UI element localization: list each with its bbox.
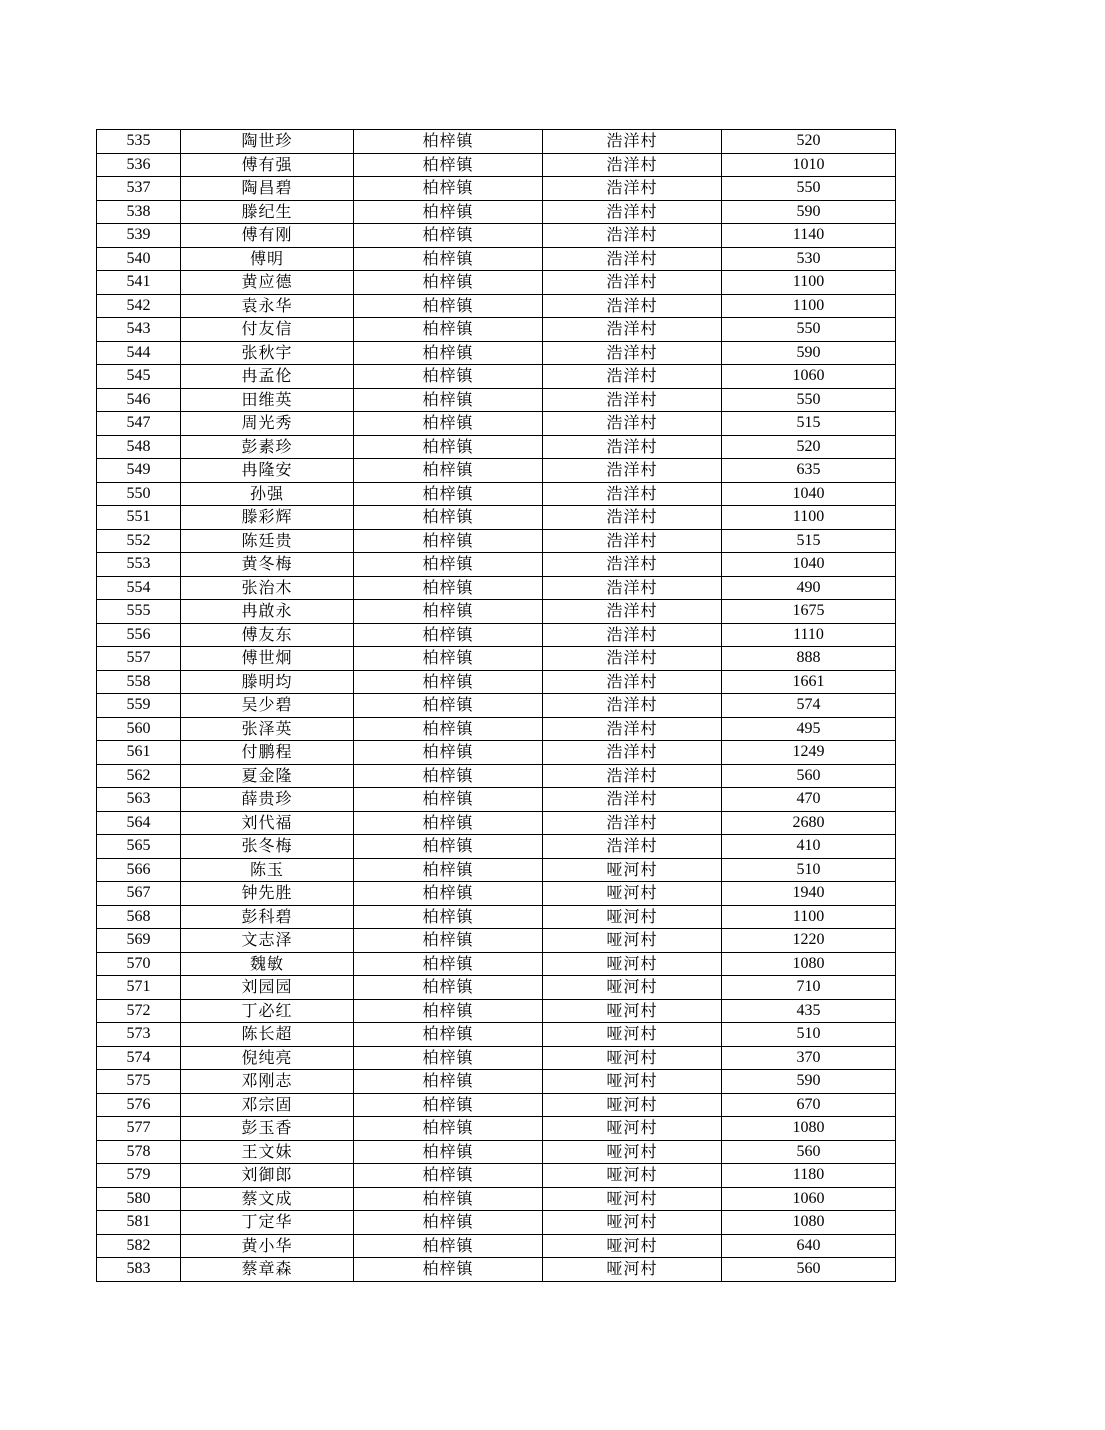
village-cell: 浩洋村 bbox=[543, 741, 722, 765]
amount-cell: 1140 bbox=[722, 224, 896, 248]
town-cell: 柏梓镇 bbox=[354, 130, 543, 154]
town-cell: 柏梓镇 bbox=[354, 999, 543, 1023]
row-number-cell: 568 bbox=[97, 905, 181, 929]
row-number-cell: 538 bbox=[97, 200, 181, 224]
amount-cell: 515 bbox=[722, 412, 896, 436]
row-number-cell: 578 bbox=[97, 1140, 181, 1164]
town-cell: 柏梓镇 bbox=[354, 600, 543, 624]
person-name-cell: 丁必红 bbox=[181, 999, 354, 1023]
town-cell: 柏梓镇 bbox=[354, 1117, 543, 1141]
town-cell: 柏梓镇 bbox=[354, 294, 543, 318]
amount-cell: 510 bbox=[722, 1023, 896, 1047]
amount-cell: 1100 bbox=[722, 294, 896, 318]
amount-cell: 1040 bbox=[722, 553, 896, 577]
amount-cell: 495 bbox=[722, 717, 896, 741]
village-cell: 浩洋村 bbox=[543, 294, 722, 318]
town-cell: 柏梓镇 bbox=[354, 153, 543, 177]
person-name-cell: 周光秀 bbox=[181, 412, 354, 436]
amount-cell: 1220 bbox=[722, 929, 896, 953]
amount-cell: 590 bbox=[722, 341, 896, 365]
amount-cell: 1010 bbox=[722, 153, 896, 177]
amount-cell: 560 bbox=[722, 1258, 896, 1282]
town-cell: 柏梓镇 bbox=[354, 835, 543, 859]
row-number-cell: 544 bbox=[97, 341, 181, 365]
village-cell: 哑河村 bbox=[543, 1023, 722, 1047]
row-number-cell: 558 bbox=[97, 670, 181, 694]
row-number-cell: 564 bbox=[97, 811, 181, 835]
table-row bbox=[97, 976, 896, 1000]
person-name-cell: 钟先胜 bbox=[181, 882, 354, 906]
town-cell: 柏梓镇 bbox=[354, 1023, 543, 1047]
person-name-cell: 刘御郎 bbox=[181, 1164, 354, 1188]
table-row bbox=[97, 294, 896, 318]
village-cell: 哑河村 bbox=[543, 929, 722, 953]
person-name-cell: 付鹏程 bbox=[181, 741, 354, 765]
town-cell: 柏梓镇 bbox=[354, 1211, 543, 1235]
town-cell: 柏梓镇 bbox=[354, 905, 543, 929]
town-cell: 柏梓镇 bbox=[354, 670, 543, 694]
table-row bbox=[97, 482, 896, 506]
amount-cell: 1661 bbox=[722, 670, 896, 694]
row-number-cell: 570 bbox=[97, 952, 181, 976]
amount-cell: 574 bbox=[722, 694, 896, 718]
town-cell: 柏梓镇 bbox=[354, 247, 543, 271]
table-row bbox=[97, 1234, 896, 1258]
table-row bbox=[97, 318, 896, 342]
roster-table bbox=[96, 129, 896, 1282]
row-number-cell: 574 bbox=[97, 1046, 181, 1070]
person-name-cell: 魏敏 bbox=[181, 952, 354, 976]
row-number-cell: 582 bbox=[97, 1234, 181, 1258]
village-cell: 浩洋村 bbox=[543, 623, 722, 647]
row-number-cell: 559 bbox=[97, 694, 181, 718]
row-number-cell: 580 bbox=[97, 1187, 181, 1211]
town-cell: 柏梓镇 bbox=[354, 200, 543, 224]
town-cell: 柏梓镇 bbox=[354, 623, 543, 647]
table-row bbox=[97, 200, 896, 224]
person-name-cell: 滕彩辉 bbox=[181, 506, 354, 530]
row-number-cell: 572 bbox=[97, 999, 181, 1023]
table-row bbox=[97, 1093, 896, 1117]
amount-cell: 1040 bbox=[722, 482, 896, 506]
person-name-cell: 陈长超 bbox=[181, 1023, 354, 1047]
person-name-cell: 刘园园 bbox=[181, 976, 354, 1000]
person-name-cell: 滕纪生 bbox=[181, 200, 354, 224]
person-name-cell: 袁永华 bbox=[181, 294, 354, 318]
row-number-cell: 541 bbox=[97, 271, 181, 295]
person-name-cell: 付友信 bbox=[181, 318, 354, 342]
table-row bbox=[97, 647, 896, 671]
amount-cell: 1180 bbox=[722, 1164, 896, 1188]
table-row bbox=[97, 929, 896, 953]
town-cell: 柏梓镇 bbox=[354, 224, 543, 248]
person-name-cell: 孙强 bbox=[181, 482, 354, 506]
table-row bbox=[97, 1140, 896, 1164]
table-row bbox=[97, 459, 896, 483]
village-cell: 浩洋村 bbox=[543, 200, 722, 224]
village-cell: 浩洋村 bbox=[543, 647, 722, 671]
person-name-cell: 黄应德 bbox=[181, 271, 354, 295]
table-row bbox=[97, 553, 896, 577]
row-number-cell: 581 bbox=[97, 1211, 181, 1235]
town-cell: 柏梓镇 bbox=[354, 1258, 543, 1282]
person-name-cell: 夏金隆 bbox=[181, 764, 354, 788]
town-cell: 柏梓镇 bbox=[354, 788, 543, 812]
roster-table-body bbox=[97, 130, 896, 1282]
town-cell: 柏梓镇 bbox=[354, 412, 543, 436]
person-name-cell: 吴少碧 bbox=[181, 694, 354, 718]
row-number-cell: 550 bbox=[97, 482, 181, 506]
town-cell: 柏梓镇 bbox=[354, 459, 543, 483]
row-number-cell: 535 bbox=[97, 130, 181, 154]
person-name-cell: 张治木 bbox=[181, 576, 354, 600]
table-row bbox=[97, 741, 896, 765]
table-row bbox=[97, 1070, 896, 1094]
amount-cell: 1100 bbox=[722, 271, 896, 295]
village-cell: 哑河村 bbox=[543, 952, 722, 976]
table-row bbox=[97, 435, 896, 459]
person-name-cell: 冉孟伦 bbox=[181, 365, 354, 389]
person-name-cell: 蔡文成 bbox=[181, 1187, 354, 1211]
table-row bbox=[97, 1211, 896, 1235]
table-row bbox=[97, 811, 896, 835]
village-cell: 浩洋村 bbox=[543, 506, 722, 530]
person-name-cell: 刘代福 bbox=[181, 811, 354, 835]
village-cell: 浩洋村 bbox=[543, 388, 722, 412]
person-name-cell: 冉隆安 bbox=[181, 459, 354, 483]
town-cell: 柏梓镇 bbox=[354, 576, 543, 600]
row-number-cell: 565 bbox=[97, 835, 181, 859]
village-cell: 哑河村 bbox=[543, 999, 722, 1023]
table-row bbox=[97, 177, 896, 201]
village-cell: 浩洋村 bbox=[543, 435, 722, 459]
amount-cell: 435 bbox=[722, 999, 896, 1023]
amount-cell: 520 bbox=[722, 435, 896, 459]
person-name-cell: 傅友东 bbox=[181, 623, 354, 647]
village-cell: 浩洋村 bbox=[543, 247, 722, 271]
amount-cell: 2680 bbox=[722, 811, 896, 835]
village-cell: 浩洋村 bbox=[543, 365, 722, 389]
amount-cell: 635 bbox=[722, 459, 896, 483]
person-name-cell: 蔡章森 bbox=[181, 1258, 354, 1282]
town-cell: 柏梓镇 bbox=[354, 1164, 543, 1188]
amount-cell: 1100 bbox=[722, 905, 896, 929]
table-row bbox=[97, 506, 896, 530]
row-number-cell: 553 bbox=[97, 553, 181, 577]
person-name-cell: 黄小华 bbox=[181, 1234, 354, 1258]
amount-cell: 370 bbox=[722, 1046, 896, 1070]
row-number-cell: 563 bbox=[97, 788, 181, 812]
town-cell: 柏梓镇 bbox=[354, 929, 543, 953]
amount-cell: 490 bbox=[722, 576, 896, 600]
town-cell: 柏梓镇 bbox=[354, 694, 543, 718]
row-number-cell: 571 bbox=[97, 976, 181, 1000]
amount-cell: 515 bbox=[722, 529, 896, 553]
table-row bbox=[97, 1046, 896, 1070]
person-name-cell: 倪纯亮 bbox=[181, 1046, 354, 1070]
amount-cell: 550 bbox=[722, 318, 896, 342]
village-cell: 浩洋村 bbox=[543, 482, 722, 506]
village-cell: 哑河村 bbox=[543, 1140, 722, 1164]
town-cell: 柏梓镇 bbox=[354, 811, 543, 835]
amount-cell: 550 bbox=[722, 177, 896, 201]
amount-cell: 1080 bbox=[722, 952, 896, 976]
village-cell: 浩洋村 bbox=[543, 318, 722, 342]
town-cell: 柏梓镇 bbox=[354, 1046, 543, 1070]
village-cell: 哑河村 bbox=[543, 1187, 722, 1211]
row-number-cell: 545 bbox=[97, 365, 181, 389]
row-number-cell: 557 bbox=[97, 647, 181, 671]
person-name-cell: 彭玉香 bbox=[181, 1117, 354, 1141]
village-cell: 哑河村 bbox=[543, 882, 722, 906]
amount-cell: 560 bbox=[722, 1140, 896, 1164]
village-cell: 哑河村 bbox=[543, 1117, 722, 1141]
amount-cell: 1080 bbox=[722, 1211, 896, 1235]
row-number-cell: 569 bbox=[97, 929, 181, 953]
amount-cell: 1080 bbox=[722, 1117, 896, 1141]
person-name-cell: 丁定华 bbox=[181, 1211, 354, 1235]
amount-cell: 640 bbox=[722, 1234, 896, 1258]
amount-cell: 1249 bbox=[722, 741, 896, 765]
amount-cell: 550 bbox=[722, 388, 896, 412]
row-number-cell: 537 bbox=[97, 177, 181, 201]
row-number-cell: 560 bbox=[97, 717, 181, 741]
amount-cell: 590 bbox=[722, 200, 896, 224]
row-number-cell: 543 bbox=[97, 318, 181, 342]
table-row bbox=[97, 1023, 896, 1047]
amount-cell: 888 bbox=[722, 647, 896, 671]
village-cell: 浩洋村 bbox=[543, 177, 722, 201]
village-cell: 哑河村 bbox=[543, 1164, 722, 1188]
person-name-cell: 薛贵珍 bbox=[181, 788, 354, 812]
village-cell: 哑河村 bbox=[543, 905, 722, 929]
town-cell: 柏梓镇 bbox=[354, 1093, 543, 1117]
person-name-cell: 张泽英 bbox=[181, 717, 354, 741]
village-cell: 哑河村 bbox=[543, 1234, 722, 1258]
row-number-cell: 561 bbox=[97, 741, 181, 765]
table-row bbox=[97, 858, 896, 882]
village-cell: 浩洋村 bbox=[543, 811, 722, 835]
town-cell: 柏梓镇 bbox=[354, 1140, 543, 1164]
row-number-cell: 549 bbox=[97, 459, 181, 483]
person-name-cell: 王文妹 bbox=[181, 1140, 354, 1164]
amount-cell: 670 bbox=[722, 1093, 896, 1117]
town-cell: 柏梓镇 bbox=[354, 764, 543, 788]
table-row bbox=[97, 388, 896, 412]
village-cell: 浩洋村 bbox=[543, 224, 722, 248]
row-number-cell: 577 bbox=[97, 1117, 181, 1141]
amount-cell: 1940 bbox=[722, 882, 896, 906]
table-row bbox=[97, 600, 896, 624]
village-cell: 哑河村 bbox=[543, 1211, 722, 1235]
town-cell: 柏梓镇 bbox=[354, 388, 543, 412]
person-name-cell: 滕明均 bbox=[181, 670, 354, 694]
row-number-cell: 551 bbox=[97, 506, 181, 530]
person-name-cell: 彭科碧 bbox=[181, 905, 354, 929]
person-name-cell: 傅有刚 bbox=[181, 224, 354, 248]
person-name-cell: 彭素珍 bbox=[181, 435, 354, 459]
row-number-cell: 566 bbox=[97, 858, 181, 882]
row-number-cell: 542 bbox=[97, 294, 181, 318]
town-cell: 柏梓镇 bbox=[354, 741, 543, 765]
row-number-cell: 573 bbox=[97, 1023, 181, 1047]
person-name-cell: 黄冬梅 bbox=[181, 553, 354, 577]
person-name-cell: 陈玉 bbox=[181, 858, 354, 882]
person-name-cell: 陶世珍 bbox=[181, 130, 354, 154]
amount-cell: 410 bbox=[722, 835, 896, 859]
amount-cell: 530 bbox=[722, 247, 896, 271]
table-row bbox=[97, 130, 896, 154]
table-row bbox=[97, 764, 896, 788]
village-cell: 哑河村 bbox=[543, 1070, 722, 1094]
village-cell: 浩洋村 bbox=[543, 341, 722, 365]
village-cell: 浩洋村 bbox=[543, 694, 722, 718]
village-cell: 哑河村 bbox=[543, 976, 722, 1000]
person-name-cell: 傅世炯 bbox=[181, 647, 354, 671]
row-number-cell: 583 bbox=[97, 1258, 181, 1282]
table-row bbox=[97, 835, 896, 859]
row-number-cell: 579 bbox=[97, 1164, 181, 1188]
table-row bbox=[97, 576, 896, 600]
town-cell: 柏梓镇 bbox=[354, 506, 543, 530]
table-row bbox=[97, 1187, 896, 1211]
town-cell: 柏梓镇 bbox=[354, 271, 543, 295]
table-row bbox=[97, 788, 896, 812]
village-cell: 浩洋村 bbox=[543, 130, 722, 154]
row-number-cell: 567 bbox=[97, 882, 181, 906]
town-cell: 柏梓镇 bbox=[354, 717, 543, 741]
town-cell: 柏梓镇 bbox=[354, 177, 543, 201]
table-row bbox=[97, 1258, 896, 1282]
row-number-cell: 552 bbox=[97, 529, 181, 553]
table-row bbox=[97, 224, 896, 248]
village-cell: 浩洋村 bbox=[543, 600, 722, 624]
table-row bbox=[97, 623, 896, 647]
table-row bbox=[97, 882, 896, 906]
amount-cell: 470 bbox=[722, 788, 896, 812]
village-cell: 浩洋村 bbox=[543, 670, 722, 694]
village-cell: 哑河村 bbox=[543, 1093, 722, 1117]
table-row bbox=[97, 905, 896, 929]
row-number-cell: 556 bbox=[97, 623, 181, 647]
village-cell: 浩洋村 bbox=[543, 412, 722, 436]
amount-cell: 510 bbox=[722, 858, 896, 882]
person-name-cell: 邓宗固 bbox=[181, 1093, 354, 1117]
person-name-cell: 文志泽 bbox=[181, 929, 354, 953]
person-name-cell: 傅有强 bbox=[181, 153, 354, 177]
amount-cell: 1110 bbox=[722, 623, 896, 647]
row-number-cell: 562 bbox=[97, 764, 181, 788]
village-cell: 哑河村 bbox=[543, 1258, 722, 1282]
town-cell: 柏梓镇 bbox=[354, 882, 543, 906]
town-cell: 柏梓镇 bbox=[354, 482, 543, 506]
table-row bbox=[97, 341, 896, 365]
amount-cell: 710 bbox=[722, 976, 896, 1000]
row-number-cell: 575 bbox=[97, 1070, 181, 1094]
person-name-cell: 陶昌碧 bbox=[181, 177, 354, 201]
row-number-cell: 539 bbox=[97, 224, 181, 248]
row-number-cell: 554 bbox=[97, 576, 181, 600]
village-cell: 浩洋村 bbox=[543, 459, 722, 483]
village-cell: 浩洋村 bbox=[543, 271, 722, 295]
row-number-cell: 540 bbox=[97, 247, 181, 271]
town-cell: 柏梓镇 bbox=[354, 435, 543, 459]
town-cell: 柏梓镇 bbox=[354, 1187, 543, 1211]
amount-cell: 1675 bbox=[722, 600, 896, 624]
table-row bbox=[97, 999, 896, 1023]
row-number-cell: 576 bbox=[97, 1093, 181, 1117]
village-cell: 浩洋村 bbox=[543, 529, 722, 553]
village-cell: 浩洋村 bbox=[543, 576, 722, 600]
town-cell: 柏梓镇 bbox=[354, 858, 543, 882]
table-row bbox=[97, 694, 896, 718]
person-name-cell: 张秋宇 bbox=[181, 341, 354, 365]
town-cell: 柏梓镇 bbox=[354, 365, 543, 389]
table-row bbox=[97, 952, 896, 976]
village-cell: 浩洋村 bbox=[543, 553, 722, 577]
person-name-cell: 邓刚志 bbox=[181, 1070, 354, 1094]
table-row bbox=[97, 271, 896, 295]
row-number-cell: 546 bbox=[97, 388, 181, 412]
table-row bbox=[97, 529, 896, 553]
row-number-cell: 536 bbox=[97, 153, 181, 177]
person-name-cell: 张冬梅 bbox=[181, 835, 354, 859]
amount-cell: 1060 bbox=[722, 1187, 896, 1211]
village-cell: 哑河村 bbox=[543, 858, 722, 882]
amount-cell: 560 bbox=[722, 764, 896, 788]
village-cell: 浩洋村 bbox=[543, 788, 722, 812]
table-row bbox=[97, 1117, 896, 1141]
person-name-cell: 傅明 bbox=[181, 247, 354, 271]
village-cell: 浩洋村 bbox=[543, 764, 722, 788]
amount-cell: 1100 bbox=[722, 506, 896, 530]
table-row bbox=[97, 365, 896, 389]
table-row bbox=[97, 412, 896, 436]
town-cell: 柏梓镇 bbox=[354, 647, 543, 671]
person-name-cell: 陈廷贵 bbox=[181, 529, 354, 553]
town-cell: 柏梓镇 bbox=[354, 1070, 543, 1094]
town-cell: 柏梓镇 bbox=[354, 318, 543, 342]
amount-cell: 590 bbox=[722, 1070, 896, 1094]
table-row bbox=[97, 670, 896, 694]
town-cell: 柏梓镇 bbox=[354, 1234, 543, 1258]
village-cell: 哑河村 bbox=[543, 1046, 722, 1070]
village-cell: 浩洋村 bbox=[543, 835, 722, 859]
town-cell: 柏梓镇 bbox=[354, 553, 543, 577]
person-name-cell: 田维英 bbox=[181, 388, 354, 412]
amount-cell: 1060 bbox=[722, 365, 896, 389]
village-cell: 浩洋村 bbox=[543, 153, 722, 177]
table-row bbox=[97, 717, 896, 741]
table-row bbox=[97, 1164, 896, 1188]
town-cell: 柏梓镇 bbox=[354, 341, 543, 365]
town-cell: 柏梓镇 bbox=[354, 529, 543, 553]
village-cell: 浩洋村 bbox=[543, 717, 722, 741]
row-number-cell: 548 bbox=[97, 435, 181, 459]
person-name-cell: 冉啟永 bbox=[181, 600, 354, 624]
table-row bbox=[97, 153, 896, 177]
table-row bbox=[97, 247, 896, 271]
amount-cell: 520 bbox=[722, 130, 896, 154]
row-number-cell: 547 bbox=[97, 412, 181, 436]
town-cell: 柏梓镇 bbox=[354, 952, 543, 976]
town-cell: 柏梓镇 bbox=[354, 976, 543, 1000]
row-number-cell: 555 bbox=[97, 600, 181, 624]
